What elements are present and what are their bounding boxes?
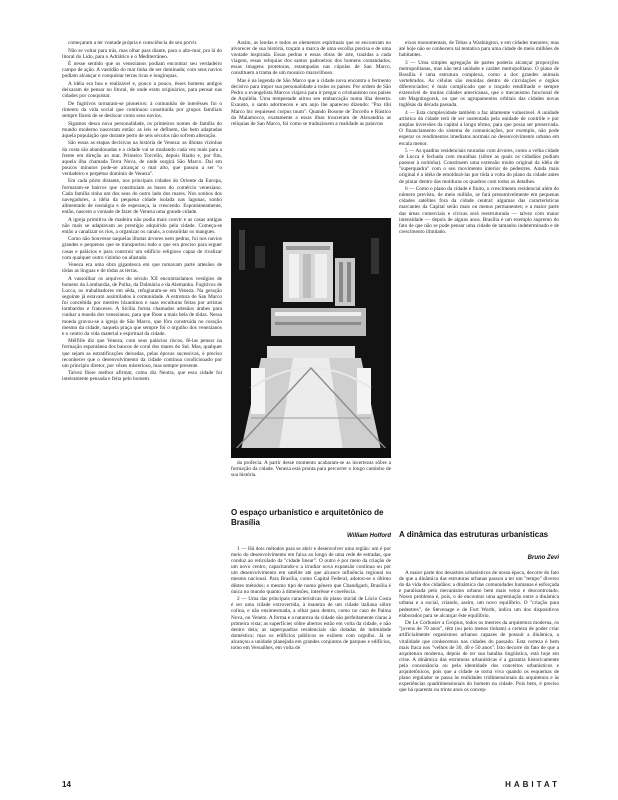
paragraph: Não se voltar para trás, mas olhar para diante, para o alto-mar, pra lá do litoral do Lido, para o Adriático e o Mediterrâneo. [62, 47, 222, 60]
paragraph: Mas é na legenda de São Marco que a cidade nova encontra o fermento decisivo para impor sua personalidade a todos os países. Por ordem de São Pedro o evangelista Marcos viajava para ir pregar o cristianismo nos países de Aquiléia. Uma tempestade atirou seu embarcação numa ilha deserta. Exausto, o santo adormeceu e um anjo lhe apareceu dizendo: "Pax tibi Marco hic requiesest corpus tuum". Quando Bosone de Torcello e Rústico da Malamocco, exatamente a essas ilhas trouxeram de Alexandria as relíquias de San Marco, foi como se traduzissem a realidade as palavras [231, 78, 391, 127]
page-number: 14 [62, 780, 71, 789]
author-byline-holford: William Holford [347, 533, 391, 539]
paragraph: Sigamos dessa nova personalidade, os primeiros nomes de família do mundo moderno nasceram então: as leis se definem, tão bem adaptadas àquela população que durante perto de seis séculos não sofrem alteração. [62, 120, 222, 139]
article-column-3-bottom [399, 570, 559, 770]
paragraph: 2 — Uma das principais características do plano inicial de Lúcio Costa é ser uma cidade extrovertida, à maneira de um cidade italiana sôbre colina, e não ensimesmada, a olhar para dentro, como no caso de Palma Nova, ou Veneto. A forma e a natureza da cidade são perfeitamente claras à primeira vista; as superfícies sôbre abertos estão em volta da cidade, e não dentro dela; as superquadras residenciais são dotadas de intimidade doméstica; mas os edifícios públicos se exibem com orgulho. Já se alcançou a unidade planejada em grandes conjuntos de parques e edifícios, tomo em Versailhes, em volta de [231, 596, 391, 651]
paragraph: 1 — Há dois métodos para se abrir e desenvolver uma região: um é por meio do desenvolvimento em faixa ao longo de uma rede de estradas, que conduz ao reticulado da "cidade linear". O outro é por meio da criação de um novo centro, capacitando-o a irradiar nova expansão contínua ou por um desenvolvimento em satélite até que alcance influência regional ou mesmo nacional. Para Brasília, como Capital Federal, adotou-se o último dêstes métodos; o mesmo tipo de nomo gênero que Chandigarh, Brasília é única no mundo quanto à dimensões, interêsse e coerência. [231, 546, 391, 595]
paragraph: da profecia. A partir desse momento acabaram-se as incertezas sôbre a formação da cidade. Veneza está pronta para percorrer o longo caminho de sua história. [231, 460, 391, 479]
section-heading-dynamics: A dinâmica das estruturas urbanísticas [399, 530, 549, 539]
paragraph: Assim, as lendas e todos os elementos espirituais que se encontram no alvorecer de sua história, traçam a marca de uma escolha precisa e de uma vontade inspirada. Essas pedras e essas obras de arte, trazidas a cada viagem, essas relíquias dos santos padroeiros dos homens comandados, essas imagens protetoras, estampadas nas cúpulas de San Marco, constituem a trama de um mosaico maravilhoso. [231, 40, 391, 77]
paragraph: 6 — Como o plano da cidade é finito, o crescimento residencial além do número previsto, de meio milhão, se fará presumivelmente em pequenas cidades satélites fora da cidade central: algumas das características marcantes da Capital serão mais ou menos permanentes; e a maior parte das áreas comerciais e cívicas será reestruturada — talvez com maior intensidade — depois de alguns anos. Brasília é um exemplo supremo do fato de que não se pode pensar uma cidade de tamanho indeterminado e de crescimento ilimitado. [399, 186, 559, 235]
article-column-2-bottom [231, 546, 391, 770]
paragraph: 5 — As quadras residenciais muradas com árvores, como a velha cidade de Lucca é fechada com muralhas (sôbre as quais os cidadãos podiam passear à noitinha). Constituem uma extensão muito original da idéia de "superquadra" com o seu movimento interior de pedestres. Ainda mais original é a idéia de emoldurá-las por tôda a volta do plano da cidade antes de pintar dentro das molduras os quadros com todos os detalhes. [399, 148, 559, 185]
paragraph: A maior parte dos desastres urbanísticos de nossa época, decorre do fato de que a dinâmica das estruturas urbanas passou a ter um "tempo" diverso do da vida dos cidadãos: a dinâmica das comunidades humanas é esforçada e paralisada pelo mecanismo urbano bem mais veloz e descontrolado. Nosso problema é, pois, o de encontrar uma agremiação entre a dinâmica urbana e a social, criando, assim, um novo equilíbrio. O "criação para pedestres", de Stevenage e de Fort Worth, indica um dos dispositivos elaborados para se alcançar êste equilíbrio. [399, 570, 559, 619]
paragraph: De fugitivos tornaram-se pioneiros: à comunhão de interêsses foi o rimento da vida social que continuou constituída por grupos familiais sempre fáceis de se deslocar como seus navios. [62, 100, 222, 120]
paragraph: De Le Corbusier a Gropius, todos os mestres da arquitetura moderna, os "jovens de 70 anos", têm (ou pelo menos tinham) a certeza de poder criar artificialmente organismos urbanos capazes de possuir a dinâmica, a vitalidade que conhecemos nas cidades do passado. Esta certeza é bem mais fraca nos "velhos de 30, 40 e 50 anos". Isto decorre do fato de que a arquitetura moderna, depois de ter sua batalha lingüística, está hoje em crise. A dinâmica das estruturas urbanísticas é a garantia historicamente pela consonância ou pela identidade dos conceitos urbanísticos e arquitetônicos, pois que a cidade se torna viva quando os esquemas de plano regulador se passa às realidades tridimensionais da arquitetura e às experiências quadrimensionais do homem na cidade. Pois bem, é preciso que há quarenta ou trinta anos os concep- [399, 620, 559, 694]
article-column-1 [62, 40, 222, 770]
paragraph: 4 — Esta complexidade também a faz altamente vulnerável. A unidade artística da cidade terá de ser sustentada pela unidade de contrôle e por amplas inversões da capital a longo têrmo, para que possa ser preservada. O financiamento do sistema de comunicações, por exemplo, não pode esperar os rendimentos imediatos normais no desenvolvimento urbano em escala menor. [399, 110, 559, 147]
paragraph: começaram a ter vontade própria e consciência de seu porvir. [68, 40, 198, 46]
article-column-2-middle [231, 460, 391, 500]
section-heading-urbanism: O espaço urbanístico e arquitetônico de Brasília [231, 508, 384, 527]
magazine-name: HABITAT [505, 780, 560, 789]
paragraph: A idéia era boa e realizável e, pouco a pouco, êsses homens antigos deixaram de pensar no litoral, de onde eram originários, para pensar nas cidades por conquistar. [62, 81, 222, 100]
author-byline-zevi: Bruno Zevi [527, 555, 559, 561]
paragraph: eixos monumentais, de Tebas a Washington, e em cidades menores; mas até hoje não se conhecera tal tentativa para uma cidade de meio milhões de habitantes. [399, 40, 559, 59]
architecture-model-photo [231, 218, 391, 458]
paragraph: Mélfille diz que Veneza, com seus palácios riscos, fê-las pensar na formação espontânea dos bancos de coral dos mares do Sul. Mas, qualquer que sejam as estratificações deixadas, pelas épocas sucessivas, é preciso reconhecer que o desenvolvimento da cidade contínua condicionado por um princípio diretor, por vêzes misterioso, mas sempre presente. [62, 338, 222, 369]
article-column-3-top [399, 40, 559, 480]
paragraph: São essas as etapas decisivas na história de Veneza: as ilhotas vizinhas da costa são abandonadas e a cidade vai se mudando cada vez mais para a frente em direção ao mar. Primeiro Torcello, depois Rialto e, por fim, aquela ilha chamada Terra Nova, de onde surgirá São Marco. Dai em poucos minutos pode-se alcançar o mar alto, que passou a ser "o verdadeiro e perpétuo domínio de Veneza". [62, 140, 222, 177]
paragraph: Veneza era uma obra gigantesca em que tomavam parte artesãos de tôdas as línguas e de tôdas as terras. [62, 262, 222, 275]
paragraph: Como não houvesse naquelas ilhotas árvores nem pedras, foi nos navios grandes e pequenos que se transportou tudo o que era preciso para erguer casas e palácios e para construir um edifício religioso capaz de rivalizar com qualquer outro vizinho ou afastado. [62, 236, 222, 261]
article-column-2-top [231, 40, 391, 216]
paragraph: Talvez fôsse melhor afirmar, como diz Neutra, que essa cidade foi inteiramente pensada e feita pelo homem. [62, 370, 222, 383]
paragraph: A vassoilhar os arquivos do século XII encontraríamos vestígios de homens da Lombardia, de Pulha, da Dalmácia e da Alemanha. Fugitivos de Lucca, os trabalhadores em sêda, refugiaram-se em Veneza. Na geração seguinte já estavam assimilados à comunidade. A estrutura de San Marco foi concebida por mestres bizantinos e suas esculturas feitas por artistas lombardos e franceses. A Sicília forma chamados artesãos árabes para cunhar a moeda dos venezianos, para que fôsse a mais bela de tôdas. Nessa moeda gravou-se a igreja de São Marco, que fôra construída no coração mesmo da cidade, naquela praça que sempre foi o orgulho dos venezianos e o centro da vida material e espiritual da cidade. [62, 275, 222, 337]
paragraph: É nesse sentido que os venezianos podiam encontrar seu verdadeiro campo de ação. A vastidão do mar tinha de ser dominada; com seus navios podiam alcançar e conquistar terras ricas e longínquas. [62, 61, 222, 80]
paragraph: Em cada pôrto distante, nos principais cidades do Oriente da Europa, formaram-se bairros que constituíam as bases do comércio veneziano. Cada família tinha um dos seus do outro lado dos mares. Nos sonhos dos navegadores, a idéia da pequena cidade isolada nas lagunas, sonho alimentado de nostalgia e de esperança, ia crescendo. Espontaneamente, então, nascem a vontade de fazer de Veneza uma grande cidade. [62, 178, 222, 215]
paragraph: 3 — Uma simples agregação de partes poderia alcançar proporções metropolitanas, mas não terá unidade e caráter metropolitano. O plano de Brasília é uma estrutura complexa, como a dos grandes animais vertebrados. As células são reunidas dentro de circulações e órgãos diferenciados; é mais complicado que o traçado rendilhado e sempre extensível de muitas cidades americanas, que o mecanismo funcional de um Magnitogorsk, ou que os agrupamentos orbitais das cidades novas inglêsas da década passada. [399, 59, 559, 109]
paragraph: A igreja primitiva de madeira não podia mais convir e as casas antigas não mais se adaptavam ao prestígio adquirido pela cidade. Começa-se então a canalizar os rios, a organizar os canais, a consolidar os mangues. [62, 216, 222, 235]
